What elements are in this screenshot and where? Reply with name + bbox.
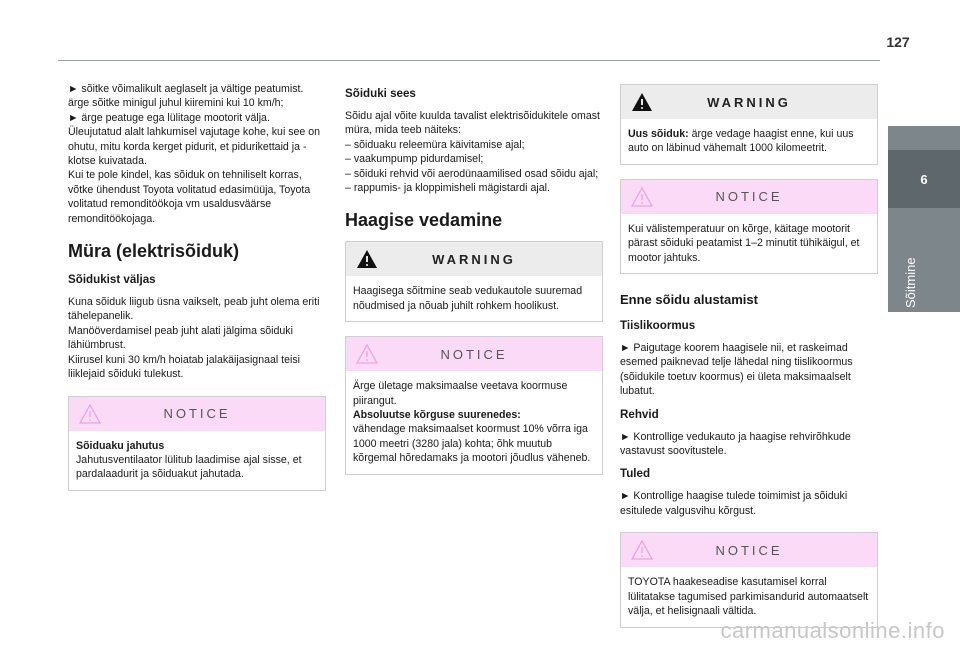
notice-text: vähendage maksimaalset koormust 10% võrra iga 1000 meetri (3280 jala) kohta; õhk muutub kõrgemal hõredamaks ja mootori jõudlus väheneb. [353,423,591,465]
paragraph: Üleujutatud alalt lahkumisel vajutage kohe, kui see on ohutu, mitu korda kerget pidurit, et pidurikettaid ja -klotse kuivatada. [68,126,321,168]
notice-box [620,179,878,274]
paragraph: ► Paigutage koorem haagisele nii, et raskeimad esemed paiknevad telje lähedal ning tiislikoormus (sõidukile toetuv koormus) ei ületa maksimaalselt lubatut. [620,342,853,398]
column-1 [68,82,326,491]
notice-body [621,214,877,273]
list-item: – sõiduki rehvid või aerodünaamilised osad sõidu ajal; [345,167,599,180]
notice-triangle-icon [79,404,101,424]
notice-box [68,396,326,491]
paragraph: ► ärge peatuge ega lülitage mootorit välja. [68,111,270,124]
list-item: – sõiduaku releemüra käivitamise ajal; [345,138,525,151]
subheading: Sõidukist väljas [68,273,156,287]
section-heading: Haagise vedamine [345,210,503,231]
paragraph: Manööverdamisel peab juht alati jälgima sõiduki lähiümbrust. [68,324,293,352]
paragraph: Sõidu ajal võite kuulda tavalist elektrisõidukitele omast müra, mida teeb näiteks: [345,110,600,137]
warning-text-rest: ärge vedage haagist enne, kui uus auto on läbinud vähemalt 1000 kilomeetrit. [628,128,854,155]
paragraph: Kiirusel kuni 30 km/h hoiatab jalakäijasignaal teisi liiklejaid sõiduki tulekust. [68,353,301,381]
paragraph: Kui te pole kindel, kas sõiduk on tehniliselt korras, võtke ühendust Toyota volitatud edasimüüja, Toyota volitatud remonditöökoja vm usaldusväärse remonditöökojaga. [68,169,311,225]
notice-triangle-icon [356,344,378,364]
list-item: – vaakumpump pidurdamisel; [345,153,484,166]
notice-title: NOTICE [440,346,508,362]
warning-triangle-icon [631,92,653,112]
warning-body [621,119,877,164]
warning-box [345,241,603,322]
chapter-number: 6 [920,172,928,187]
watermark: carmanualsonline.info [720,618,945,643]
notice-bold-line: Absoluutse kõrguse suurenedes: [353,409,521,422]
paragraph: ► Kontrollige vedukauto ja haagise rehvirõhkude vastavust soovitustele. [620,430,851,458]
column-3 [620,82,878,628]
notice-header [621,533,877,567]
header-divider [58,60,880,61]
paragraph: Kuna sõiduk liigub üsna vaikselt, peab juht olema eriti tähelepanelik. [68,296,320,323]
notice-body [346,371,602,473]
notice-title: NOTICE [715,189,783,205]
subheading: Tuled [620,467,651,481]
notice-box [345,336,603,474]
warning-text: Haagisega sõitmine seab vedukautole suuremad nõudmised ja nõuab juhilt rohkem hoolikust. [353,285,583,312]
subheading: Tiislikoormus [620,319,696,333]
warning-body [346,276,602,321]
notice-bold-line: Sõiduaku jahutus [76,439,165,452]
list-item: – rappumis- ja kloppimisheli mägistardi ajal. [345,182,550,195]
page-number: 127 [886,34,910,50]
notice-header [621,180,877,214]
subheading: Rehvid [620,407,659,421]
notice-title: NOTICE [163,406,231,421]
warning-header [621,85,877,119]
notice-text: TOYOTA haakeseadise kasutamisel korral lülitatakse tagumised parkimisandurid automaatselt välja, et helisignaali vältida. [628,576,869,618]
notice-box [620,532,878,627]
notice-header [69,397,325,431]
warning-title: WARNING [707,94,791,110]
notice-triangle-icon [631,187,653,207]
notice-title: NOTICE [715,542,783,558]
warning-box [620,84,878,165]
chapter-title: Sõitmine [903,257,918,308]
notice-body [69,431,325,490]
paragraph: ► sõitke võimalikult aeglaselt ja vältige peatumist. ärge sõitke minigul juhul kiiremini kui 10 km/h; [68,83,304,110]
warning-bold-lead: Uus sõiduk: [628,128,689,140]
warning-header [346,242,602,276]
warning-title: WARNING [432,251,516,267]
notice-header [346,337,602,371]
notice-text: Ärge ületage maksimaalse veetava koormuse piirangut. [353,380,568,407]
paragraph: ► Kontrollige haagise tulede toimimist ja sõiduki esitulede valgusvihu kõrgust. [620,490,848,517]
column-2 [345,82,603,475]
warning-triangle-icon [356,249,378,269]
section-heading: Enne sõidu alustamist [620,292,758,308]
subheading: Sõiduki sees [345,87,416,100]
section-heading: Müra (elektrisõiduk) [68,241,240,262]
warning-text [628,127,869,156]
notice-triangle-icon [631,540,653,560]
notice-text: Kui välistemperatuur on kõrge, käitage mootorit pärast sõiduki peatamist 1–2 minutit tühikäigul, et mootor jahtuks. [628,222,860,264]
notice-text: Jahutusventilaator lülitub laadimise ajal sisse, et pardalaadurit ja sõiduakut jahutada. [76,453,302,481]
